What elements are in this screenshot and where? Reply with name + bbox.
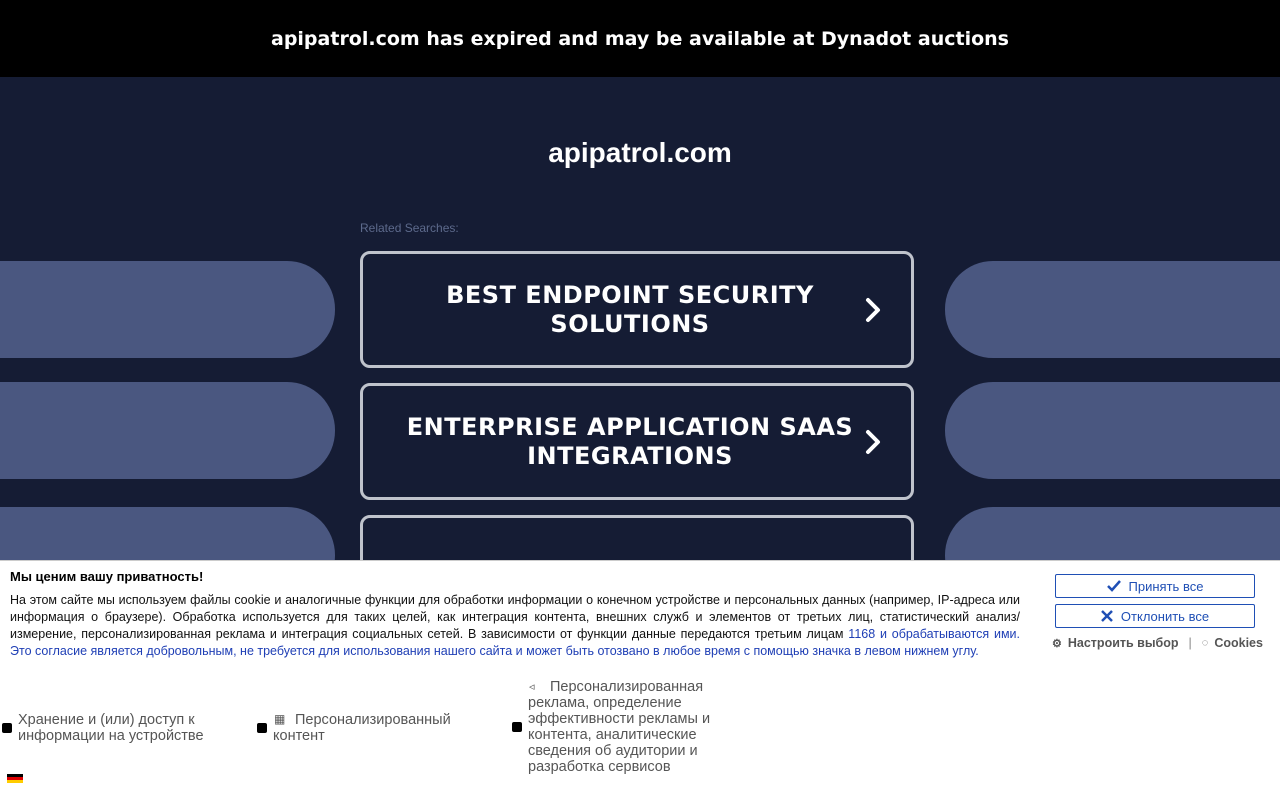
links-separator: |	[1188, 636, 1192, 650]
purpose-storage-label: Хранение и (или) доступ к информации на устройстве	[18, 712, 204, 744]
purpose-checkbox[interactable]	[2, 723, 12, 733]
decor-pill-right-1	[945, 261, 1280, 358]
reject-all-button[interactable]	[1055, 604, 1255, 628]
purpose-checkbox[interactable]	[512, 722, 522, 732]
customize-link[interactable]: Настроить выбор	[1067, 636, 1179, 650]
expired-banner	[0, 0, 1280, 77]
consent-text	[10, 592, 1020, 660]
consent-links	[1052, 636, 1263, 650]
decor-pill-left-1	[0, 261, 335, 358]
purpose-content[interactable]	[257, 712, 497, 744]
purpose-checkbox[interactable]	[257, 723, 267, 733]
purpose-ads[interactable]	[512, 679, 717, 775]
accept-all-label: Принять все	[1128, 578, 1204, 594]
search-link-2[interactable]	[360, 383, 914, 500]
purpose-storage[interactable]	[2, 712, 242, 744]
close-icon	[1101, 610, 1113, 622]
consent-body: На этом сайте мы используем файлы cookie и аналогичные функции для обработки информации о конечном устройстве и персональных данных (например, IP-адреса или информация о браузере). Обработка используется для таких целей, как интеграция контента, внешних служб и элементов от третьих лиц, статистический анализ/измерение, персонализированная реклама и интеграция социальных сетей. В зависимости от функции данные передаются третьим лицам	[10, 593, 1020, 641]
expired-banner-text: apipatrol.com has expired and may be available at Dynadot auctions	[271, 27, 1009, 50]
chevron-right-icon	[859, 296, 887, 324]
cookie-consent-dialog	[0, 560, 1280, 801]
megaphone-icon: ◃	[529, 681, 535, 693]
reject-all-label: Отклонить все	[1120, 608, 1210, 624]
flag-icon[interactable]	[7, 774, 23, 783]
domain-title: apipatrol.com	[548, 137, 732, 168]
gear-icon: ⚙	[1052, 637, 1062, 650]
purpose-ads-label: Персонализированная реклама, определение эффективности рекламы и контента, аналитические сведения об аудитории и разработка сервисов	[528, 679, 711, 775]
search-link-1-line2: SOLUTIONS	[550, 309, 710, 338]
search-link-2-line2: INTEGRATIONS	[527, 441, 733, 470]
search-link-1[interactable]	[360, 251, 914, 368]
cookie-icon: ◌	[1201, 637, 1209, 649]
related-searches-label: Related Searches:	[360, 221, 459, 235]
consent-title: Мы ценим вашу приватность!	[10, 569, 204, 584]
grid-icon: ▦	[274, 712, 286, 726]
chevron-right-icon	[859, 428, 887, 456]
cookies-link[interactable]: Cookies	[1214, 636, 1263, 650]
purpose-content-label: Персонализированный контент	[273, 712, 451, 744]
search-link-2-line1: ENTERPRISE APPLICATION SAAS	[406, 412, 854, 441]
search-link-1-line1: BEST ENDPOINT SECURITY	[446, 280, 814, 309]
accept-all-button[interactable]	[1055, 574, 1255, 598]
check-icon	[1107, 580, 1121, 592]
consent-body-link[interactable]: 1168 и обрабатываются ими. Это согласие является добровольным, не требуется для использования нашего сайта и может быть отозвано в любое время с помощью значка в левом нижнем углу.	[10, 627, 1020, 658]
decor-pill-right-2	[945, 382, 1280, 479]
decor-pill-left-2	[0, 382, 335, 479]
